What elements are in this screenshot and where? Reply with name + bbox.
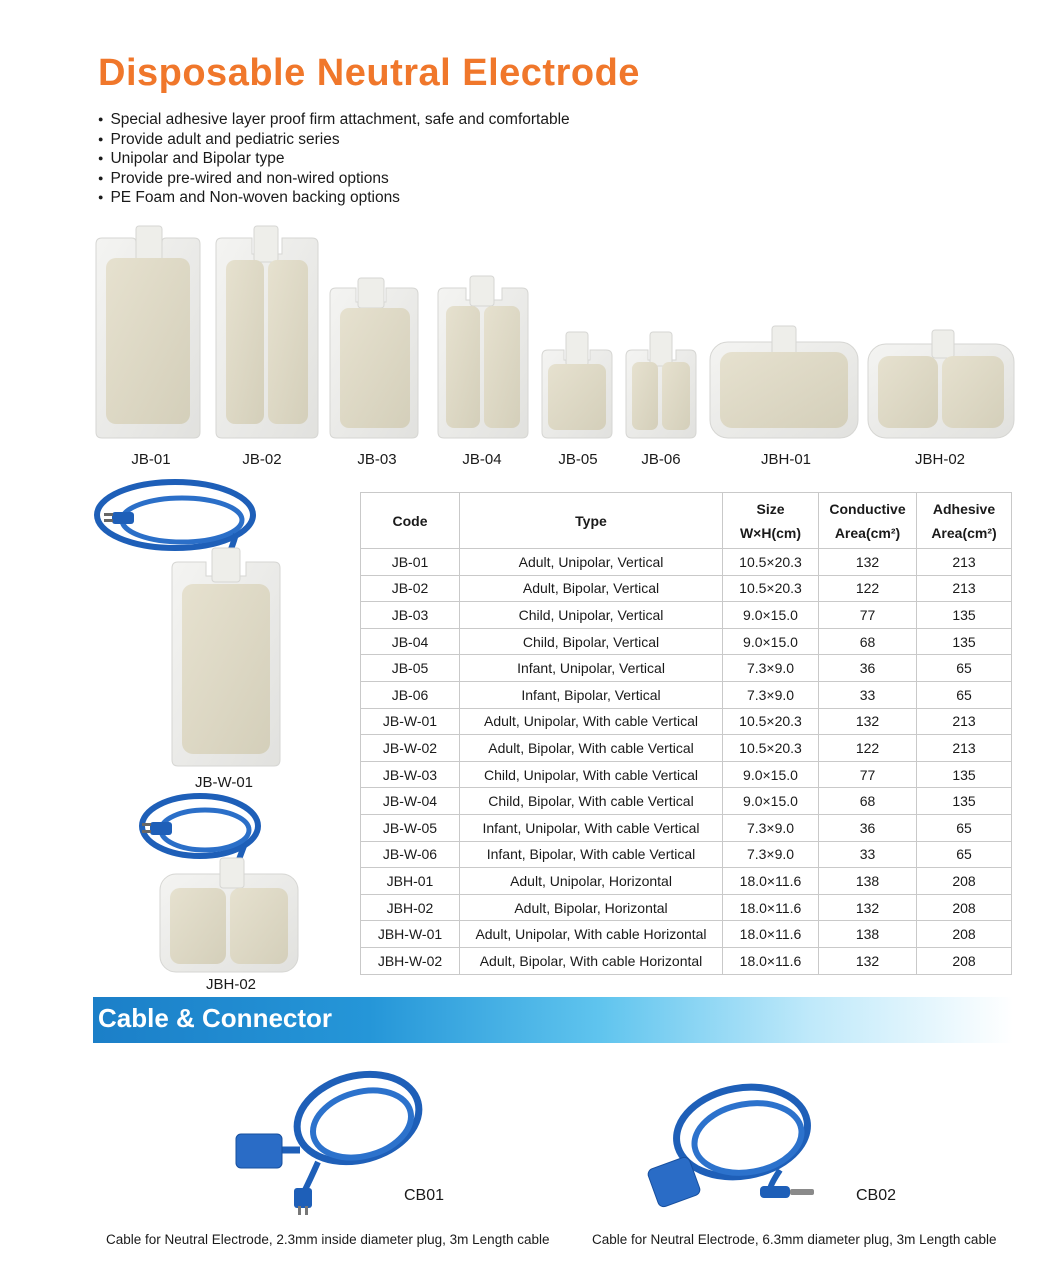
cell-adhesive: 135 [917, 628, 1012, 655]
product-label: JB-02 [242, 451, 282, 468]
cable-code: CB01 [404, 1187, 445, 1204]
cell-size: 7.3×9.0 [723, 655, 819, 682]
cable-caption: Cable for Neutral Electrode, 2.3mm inside diameter plug, 3m Length cable [106, 1232, 550, 1247]
cell-code: JB-02 [361, 575, 460, 602]
cell-code: JBH-W-01 [361, 921, 460, 948]
product-label: JBH-02 [205, 976, 257, 993]
cell-size: 18.0×11.6 [723, 921, 819, 948]
table-row [361, 708, 1012, 735]
cell-type: Adult, Bipolar, Horizontal [460, 894, 723, 921]
table-row [361, 921, 1012, 948]
cell-type: Adult, Unipolar, With cable Vertical [460, 708, 723, 735]
cell-size: 18.0×11.6 [723, 868, 819, 895]
table-row [361, 628, 1012, 655]
table-header-row [361, 493, 1012, 549]
cell-type: Infant, Bipolar, With cable Vertical [460, 841, 723, 868]
header-size: Size W×H(cm) [723, 493, 819, 549]
table-row [361, 814, 1012, 841]
cell-type: Infant, Unipolar, With cable Vertical [460, 814, 723, 841]
cell-adhesive: 65 [917, 814, 1012, 841]
product-label: JBH-01 [760, 451, 812, 468]
cell-conductive: 77 [819, 761, 917, 788]
electrode-pad-image [216, 226, 318, 438]
electrode-with-cable-image [142, 796, 298, 972]
cell-size: 7.3×9.0 [723, 841, 819, 868]
cell-adhesive: 65 [917, 681, 1012, 708]
cell-adhesive: 65 [917, 655, 1012, 682]
header-code: Code [361, 493, 460, 549]
cell-size: 9.0×15.0 [723, 788, 819, 815]
cell-conductive: 36 [819, 655, 917, 682]
cell-code: JB-03 [361, 602, 460, 629]
cell-conductive: 132 [819, 549, 917, 576]
cell-code: JBH-02 [361, 894, 460, 921]
cell-conductive: 33 [819, 681, 917, 708]
header-type: Type [460, 493, 723, 549]
cell-type: Adult, Unipolar, Horizontal [460, 868, 723, 895]
cell-adhesive: 213 [917, 735, 1012, 762]
cell-code: JB-W-06 [361, 841, 460, 868]
cell-adhesive: 135 [917, 788, 1012, 815]
cell-adhesive: 208 [917, 947, 1012, 974]
page-title: Disposable Neutral Electrode [98, 52, 640, 94]
cell-code: JB-05 [361, 655, 460, 682]
cell-adhesive: 213 [917, 575, 1012, 602]
table-row [361, 602, 1012, 629]
feature-item: ● Special adhesive layer proof firm attachment, safe and comfortable [98, 110, 570, 130]
cell-adhesive: 208 [917, 894, 1012, 921]
section-title: Cable & Connector [98, 1003, 333, 1033]
electrode-with-cable-image [97, 482, 280, 766]
product-label: JB-04 [462, 451, 502, 468]
cell-code: JB-W-02 [361, 735, 460, 762]
cell-type: Adult, Unipolar, Vertical [460, 549, 723, 576]
cell-conductive: 132 [819, 947, 917, 974]
cell-type: Child, Bipolar, With cable Vertical [460, 788, 723, 815]
feature-item: ● Provide adult and pediatric series [98, 130, 570, 150]
cell-code: JB-01 [361, 549, 460, 576]
feature-item: ● Provide pre-wired and non-wired options [98, 169, 570, 189]
table-row [361, 947, 1012, 974]
cell-type: Adult, Unipolar, With cable Horizontal [460, 921, 723, 948]
header-conductive-area: Conductive Area(cm²) [819, 493, 917, 549]
cable-cb02-image [646, 1077, 814, 1208]
cell-conductive: 132 [819, 708, 917, 735]
cell-conductive: 132 [819, 894, 917, 921]
feature-item: ● Unipolar and Bipolar type [98, 149, 570, 169]
table-row [361, 868, 1012, 895]
cell-conductive: 68 [819, 788, 917, 815]
cell-conductive: 122 [819, 575, 917, 602]
cell-adhesive: 208 [917, 868, 1012, 895]
cell-code: JB-W-03 [361, 761, 460, 788]
cell-type: Child, Unipolar, With cable Vertical [460, 761, 723, 788]
cell-conductive: 36 [819, 814, 917, 841]
electrode-pad-image [542, 332, 612, 438]
cell-code: JB-04 [361, 628, 460, 655]
cell-size: 7.3×9.0 [723, 681, 819, 708]
table-row [361, 735, 1012, 762]
cell-type: Infant, Bipolar, Vertical [460, 681, 723, 708]
cable-code: CB02 [856, 1187, 897, 1204]
electrode-pad-image [710, 326, 858, 438]
header-adhesive-area: Adhesive Area(cm²) [917, 493, 1012, 549]
cell-code: JB-W-04 [361, 788, 460, 815]
table-row [361, 788, 1012, 815]
cell-code: JBH-W-02 [361, 947, 460, 974]
cell-adhesive: 208 [917, 921, 1012, 948]
cell-type: Infant, Unipolar, Vertical [460, 655, 723, 682]
cell-type: Child, Bipolar, Vertical [460, 628, 723, 655]
cell-size: 9.0×15.0 [723, 628, 819, 655]
cell-type: Adult, Bipolar, Vertical [460, 575, 723, 602]
product-label: JBH-02 [914, 451, 966, 468]
cable-caption: Cable for Neutral Electrode, 6.3mm diameter plug, 3m Length cable [592, 1232, 997, 1247]
product-label: JB-W-01 [194, 774, 254, 791]
table-row [361, 549, 1012, 576]
cell-size: 10.5×20.3 [723, 549, 819, 576]
table-row [361, 681, 1012, 708]
electrode-pad-image [438, 276, 528, 438]
spec-table [360, 492, 1012, 975]
cell-conductive: 33 [819, 841, 917, 868]
electrode-pad-image [626, 332, 696, 438]
cell-code: JB-W-05 [361, 814, 460, 841]
cell-size: 9.0×15.0 [723, 761, 819, 788]
product-label: JB-01 [131, 451, 171, 468]
cell-conductive: 122 [819, 735, 917, 762]
feature-item: ● PE Foam and Non-woven backing options [98, 188, 570, 208]
cell-size: 18.0×11.6 [723, 947, 819, 974]
cell-type: Adult, Bipolar, With cable Horizontal [460, 947, 723, 974]
product-label: JB-03 [357, 451, 397, 468]
cell-type: Adult, Bipolar, With cable Vertical [460, 735, 723, 762]
table-row [361, 575, 1012, 602]
cell-code: JB-W-01 [361, 708, 460, 735]
cell-size: 10.5×20.3 [723, 575, 819, 602]
cell-conductive: 138 [819, 868, 917, 895]
cable-cb01-image [236, 1061, 429, 1215]
table-row [361, 894, 1012, 921]
electrode-pad-image [868, 330, 1014, 438]
cell-adhesive: 213 [917, 549, 1012, 576]
electrode-pad-image [96, 226, 200, 438]
cell-size: 9.0×15.0 [723, 602, 819, 629]
table-row [361, 761, 1012, 788]
cell-size: 18.0×11.6 [723, 894, 819, 921]
cell-type: Child, Unipolar, Vertical [460, 602, 723, 629]
table-row [361, 655, 1012, 682]
cell-conductive: 138 [819, 921, 917, 948]
cell-adhesive: 213 [917, 708, 1012, 735]
cell-size: 10.5×20.3 [723, 708, 819, 735]
cell-adhesive: 135 [917, 761, 1012, 788]
cell-adhesive: 65 [917, 841, 1012, 868]
table-row [361, 841, 1012, 868]
cell-code: JBH-01 [361, 868, 460, 895]
product-label: JB-05 [558, 451, 598, 468]
product-label: JB-06 [641, 451, 681, 468]
cell-size: 10.5×20.3 [723, 735, 819, 762]
cell-adhesive: 135 [917, 602, 1012, 629]
cell-code: JB-06 [361, 681, 460, 708]
cell-size: 7.3×9.0 [723, 814, 819, 841]
cell-conductive: 68 [819, 628, 917, 655]
cell-conductive: 77 [819, 602, 917, 629]
electrode-pad-image [330, 278, 418, 438]
